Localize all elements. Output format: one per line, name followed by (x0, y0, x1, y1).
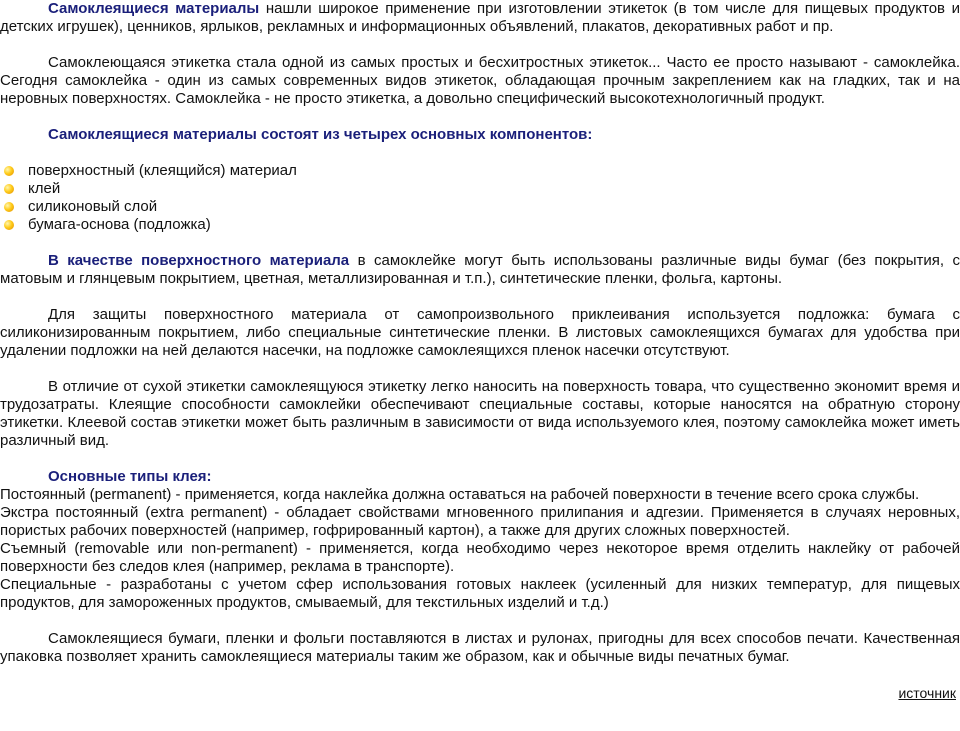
glue-type-item: Экстра постоянный (extra permanent) - обладает свойствами мгновенного прилипания и адгезии. Применяется в случаях неровных, пористых рабочих поверхностей (например, гофрированный картон), а также для других сложных поверхностей. (0, 504, 960, 539)
intro-text: нашли широкое применение при изготовлении этикеток (в том числе для пищевых продуктов и детских игрушек), ценников, ярлыков, рекламных и информационных объявлений, плакатов, декоративных работ и пр. (0, 0, 960, 35)
glue-types-list (0, 486, 960, 612)
supply-paragraph: Самоклеящиеся бумаги, пленки и фольги поставляются в листах и рулонах, пригодны для всех способов печати. Качественная упаковка позволяет хранить самоклеящиеся материалы таким же образом, как и обычные виды печатных бумаг. (0, 630, 960, 665)
bullet-icon (4, 184, 14, 194)
intro-highlight: Самоклеящиеся материалы (48, 0, 260, 17)
bullet-icon (4, 220, 14, 230)
components-heading: Самоклеящиеся материалы состоят из четырех основных компонентов: (48, 126, 593, 143)
components-list (0, 162, 960, 234)
intro-paragraph (0, 0, 960, 36)
surface-highlight: В качестве поверхностного материала (48, 252, 350, 269)
glue-type-item: Специальные - разработаны с учетом сфер использования готовых наклеек (усиленный для низких температур, для пищевых продуктов, для замороженных продуктов, смываемый, для текстильных изделий и т.д.) (0, 576, 960, 611)
glue-type-item: Съемный (removable или non-permanent) - применяется, когда необходимо через некоторое время отделить наклейку от рабочей поверхности без следов клея (например, реклама в транспорте). (0, 540, 960, 575)
bullet-icon (4, 202, 14, 212)
bullet-icon (4, 166, 14, 176)
glue-type-item: Постоянный (permanent) - применяется, когда наклейка должна оставаться на рабочей поверхности в течение всего срока службы. (0, 486, 920, 503)
list-item: бумага-основа (подложка) (28, 216, 960, 234)
list-item: силиконовый слой (28, 198, 960, 216)
list-item: клей (28, 180, 960, 198)
surface-paragraph (0, 252, 960, 288)
dry-label-paragraph: В отличие от сухой этикетки самоклеящуюся этикетку легко наносить на поверхность товара, что существенно экономит время и трудозатраты. Клеящие способности самоклейки обеспечивают специальные составы, которые наносятся на обратную сторону этикетки. Клеевой состав этикетки может быть различным в зависимости от вида используемого клея, поэтому самоклейка может иметь различный вид. (0, 378, 960, 449)
glue-types-heading: Основные типы клея: (48, 468, 212, 485)
list-item: поверхностный (клеящийся) материал (28, 162, 960, 180)
surface-text: в самоклейке могут быть использованы различные виды бумаг (без покрытия, с матовым и глянцевым покрытием, цветная, металлизированная и т.п.), синтетические пленки, фольга, картоны. (0, 252, 960, 287)
backing-paragraph: Для защиты поверхностного материала от самопроизвольного приклеивания используется подложка: бумага с силиконизированным покрытием, либо специальные синтетические пленки. В листовых самоклеящихся бумагах для удобства при удалении подложки на ней делаются насечки, на подложке самоклеящихся пленок насечки отсутствуют. (0, 306, 960, 359)
label-paragraph: Самоклеющаяся этикетка стала одной из самых простых и бесхитростных этикеток... Часто ее просто называют - самоклейка. Сегодня самоклейка - один из самых современных видов этикеток, обладающая прочным закреплением как на гладких, так и на неровных поверхностях. Самоклейка - не просто этикетка, а довольно специфический высокотехнологичный продукт. (0, 54, 960, 107)
source-row (0, 684, 960, 703)
source-link[interactable]: источник (898, 685, 956, 701)
